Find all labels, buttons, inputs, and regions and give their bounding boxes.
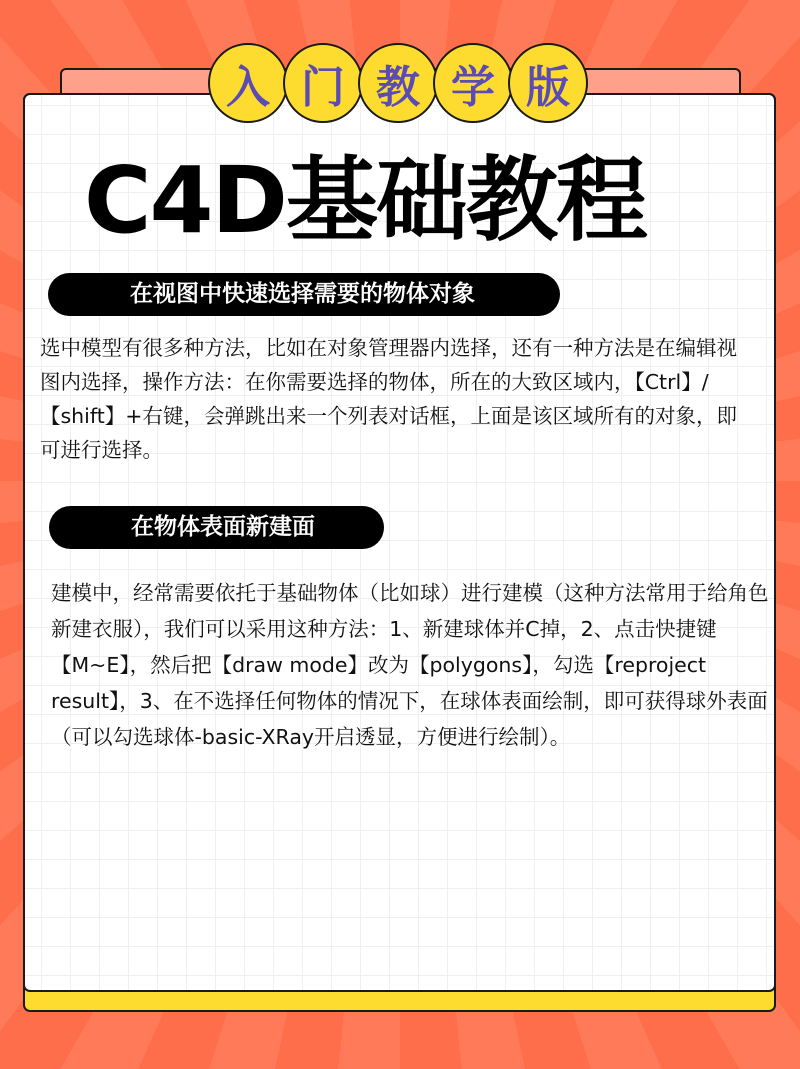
badge-circle: 教 [358,43,438,123]
badge-circle: 入 [208,43,288,123]
section-body-2: 建模中，经常需要依托于基础物体（比如球）进行建模（这种方法常用于给角色新建衣服），我们可以采用这种方法：1、新建球体并C掉，2、点击快捷键【M~E】，然后把【draw mode】改为【polygons】，勾选【reproject result】，3、在不选择任何物体的情况下，在球体表面绘制，即可获得球外表面（可以勾选球体-basic-XRay开启透显，方便进行绘制）。 [51,581,769,749]
badge-circle: 门 [283,43,363,123]
section-body-1: 选中模型有很多种方法，比如在对象管理器内选择，还有一种方法是在编辑视图内选择，操作方法：在你需要选择的物体，所在的大致区域内，【Ctrl】/【shift】+右键，会弹跳出来一个列表对话框，上面是该区域所有的对象，即可进行选择。 [40,336,737,462]
section-heading-1: 在视图中快速选择需要的物体对象 [48,273,560,316]
badge-circle: 学 [433,43,513,123]
section-heading-2: 在物体表面新建面 [49,506,384,549]
level-badge [208,43,583,125]
page-title: C4D基础教程 [84,147,646,254]
badge-circle: 版 [508,43,588,123]
